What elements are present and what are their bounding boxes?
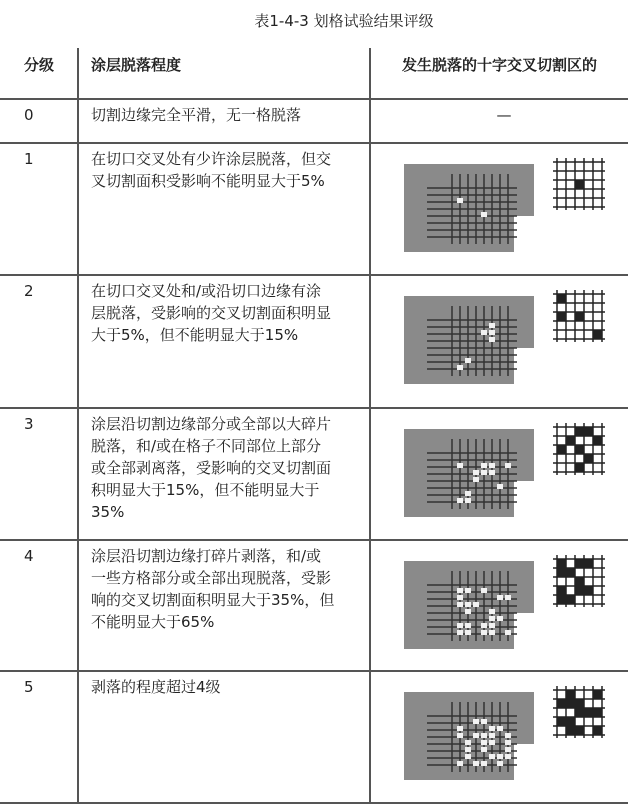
table-row — [0, 275, 628, 408]
description: 剥落的程度超过4级 — [78, 671, 370, 803]
table-title: 表1-4-3 划格试验结果评级 — [254, 12, 434, 30]
grading-table — [0, 48, 628, 804]
description: 涂层沿切割边缘部分或全部以大碎片 脱落，和/或在格子不同部位上部分 或全部剥离落，受影响的交叉切割面 积明显大于15%，但不能明显大于 35% — [78, 408, 370, 540]
grid-schematic — [551, 684, 607, 740]
grade: 4 — [0, 540, 78, 671]
grade: 3 — [0, 408, 78, 540]
grade: 5 — [0, 671, 78, 803]
grid-schematic — [551, 553, 607, 609]
table-row — [0, 671, 628, 803]
coating-panel-photo — [402, 288, 537, 388]
description: 在切口交叉处有少许涂层脱落，但交 叉切割面积受影响不能明显大于5% — [78, 143, 370, 275]
no-illustration: — — [496, 106, 512, 124]
crosscut-illustration — [381, 413, 627, 521]
header-illustration: 发生脱落的十字交叉切割区的 — [370, 48, 628, 99]
header-description: 涂层脱落程度 — [78, 48, 370, 99]
table-row — [0, 143, 628, 275]
grid-schematic — [551, 156, 607, 212]
description: 涂层沿切割边缘打碎片剥落，和/或 一些方格部分或全部出现脱落，受影 响的交叉切割面积明显大于35%，但 不能明显大于65% — [78, 540, 370, 671]
grade: 1 — [0, 143, 78, 275]
coating-panel-photo — [402, 421, 537, 521]
grade: 2 — [0, 275, 78, 408]
table-header — [0, 48, 628, 99]
coating-panel-photo — [402, 553, 537, 653]
grade: 0 — [0, 99, 78, 143]
description: 切割边缘完全平滑，无一格脱落 — [78, 99, 370, 143]
grid-schematic — [551, 421, 607, 477]
grid-schematic — [551, 288, 607, 344]
crosscut-illustration — [381, 676, 627, 784]
crosscut-illustration — [381, 280, 627, 388]
coating-panel-photo — [402, 684, 537, 784]
crosscut-illustration — [381, 148, 627, 256]
coating-panel-photo — [402, 156, 537, 256]
header-grade: 分级 — [0, 48, 78, 99]
crosscut-illustration — [381, 545, 627, 653]
table-row — [0, 540, 628, 671]
table-row — [0, 99, 628, 143]
description: 在切口交叉处和/或沿切口边缘有涂 层脱落，受影响的交叉切割面积明显 大于5%，但不能明显大于15% — [78, 275, 370, 408]
table-row — [0, 408, 628, 540]
